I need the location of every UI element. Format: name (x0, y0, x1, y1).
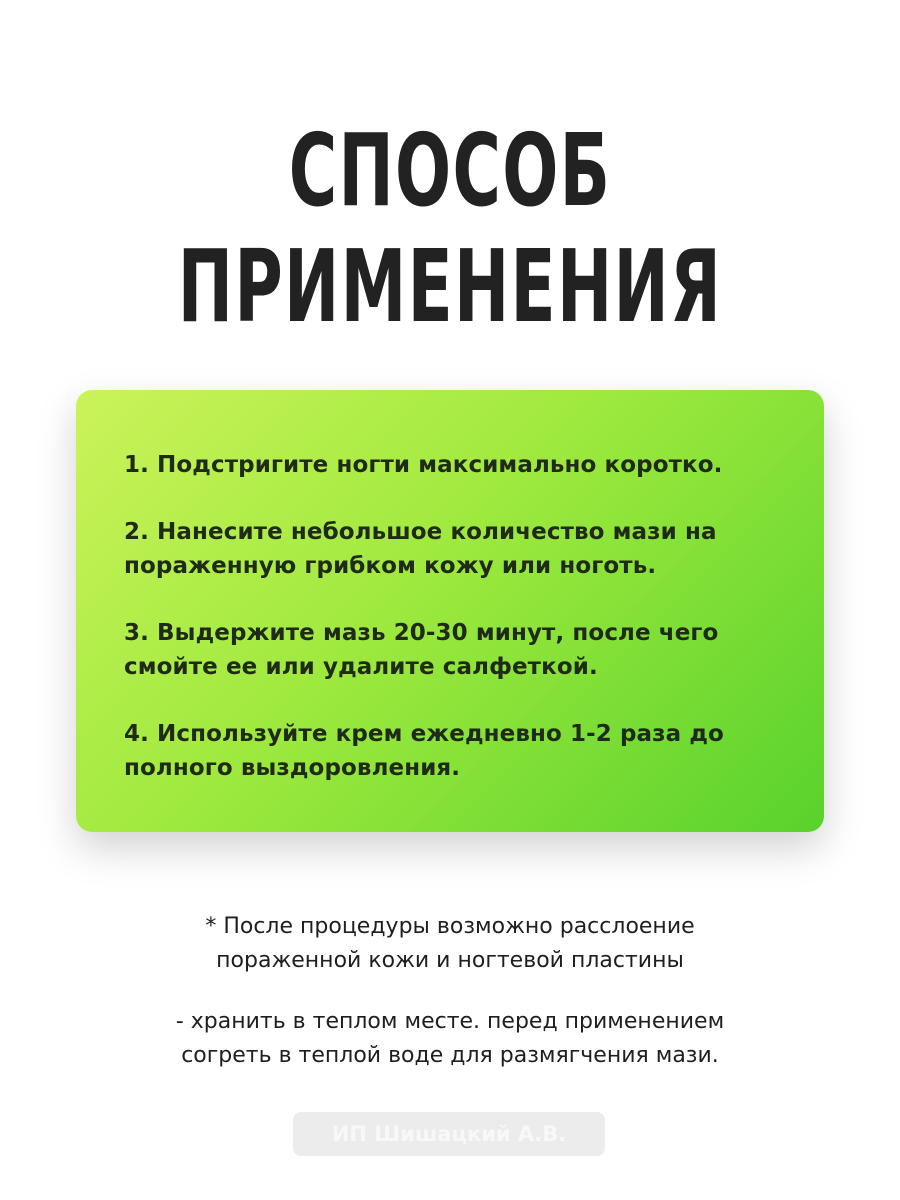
step-4: 4. Используйте крем ежедневно 1-2 раза до полного выздоровления. (124, 721, 724, 781)
seller-watermark: ИП Шишацкий А.В. (293, 1112, 605, 1156)
steps-list (124, 448, 804, 818)
page-title-line-2: ПРИМЕНЕНИЯ (177, 228, 723, 345)
step-1: 1. Подстригите ногти максимально коротко. (124, 452, 723, 478)
step-3: 3. Выдержите мазь 20-30 минут, после чего смойте ее или удалите салфеткой. (124, 620, 719, 680)
procedure-note (0, 910, 900, 978)
page-title-line-1: СПОСОБ (288, 112, 612, 229)
storage-note (0, 1005, 900, 1073)
instructions-card (76, 390, 824, 832)
step-2: 2. Нанесите небольшое количество мази на пораженную грибком кожу или ноготь. (124, 519, 717, 579)
storage-note-line-1: - хранить в теплом месте. перед применением (175, 1009, 725, 1034)
procedure-note-line-1: * После процедуры возможно расслоение (205, 914, 695, 939)
procedure-note-line-2: пораженной кожи и ногтевой пластины (216, 948, 684, 973)
storage-note-line-2: согреть в теплой воде для размягчения мази. (181, 1043, 719, 1068)
